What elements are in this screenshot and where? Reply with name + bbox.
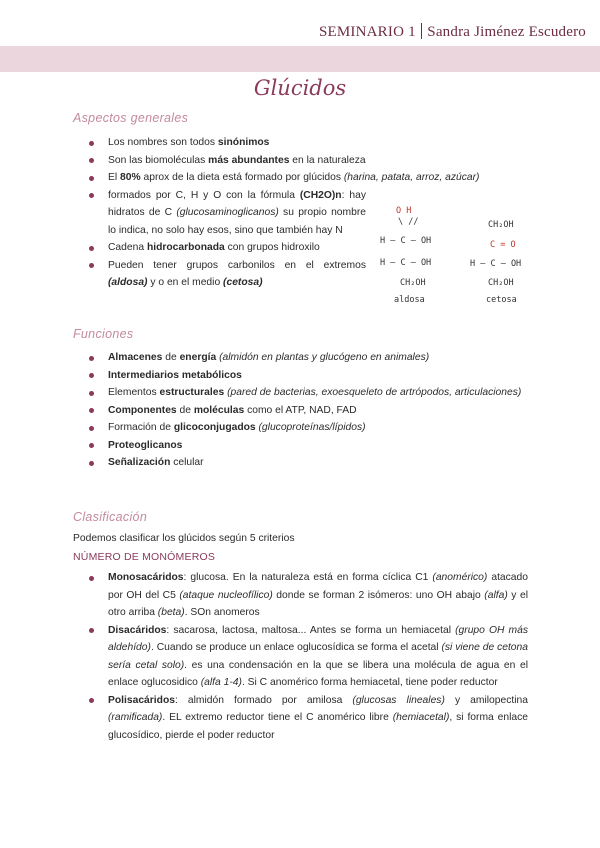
- subhead-numero-monomeros: NÚMERO DE MONÓMEROS: [73, 551, 216, 563]
- cetosa-row2: H — C — OH: [470, 259, 522, 269]
- cetosa-top: CH₂OH: [488, 220, 514, 230]
- list-item: Componentes de moléculas como el ATP, NAD, FAD: [88, 402, 528, 420]
- header-label: SEMINARIO 1: [318, 24, 416, 40]
- page-header: [0, 0, 600, 48]
- aldosa-top: O H: [396, 206, 412, 216]
- list-item: Señalización celular: [88, 454, 528, 472]
- list-item: Intermediarios metabólicos: [88, 367, 528, 385]
- list-item: Elementos estructurales (pared de bacterias, exoesqueleto de artrópodos, articulaciones): [88, 384, 528, 402]
- list-item: Son las biomoléculas más abundantes en la naturaleza: [88, 152, 366, 170]
- list-item: Los nombres son todos sinónimos: [88, 134, 366, 152]
- list-item: Almacenes de energía (almidón en plantas y glucógeno en animales): [88, 349, 528, 367]
- header-author: Sandra Jiménez Escudero: [427, 24, 586, 40]
- section-clasificacion: Clasificación: [73, 510, 148, 524]
- list-item: formados por C, H y O con la fórmula (CH2O)n: hay hidratos de C (glucosaminoglicanos) su propio nombre lo indica, no solo hay esos, sino que también hay N: [88, 187, 366, 240]
- cetosa-row1: C = O: [490, 240, 516, 250]
- aldosa-bottom: CH₂OH: [400, 278, 426, 288]
- list-item: Polisacáridos: almidón formado por amilosa (glucosas lineales) y amilopectina (ramificada). EL extremo reductor tiene el C anomérico libre (hemiacetal), si forma enlace glucosídico, pierde el poder reductor: [88, 692, 528, 745]
- section-aspectos-generales: Aspectos generales: [73, 111, 189, 125]
- aldosa-label: aldosa: [394, 295, 425, 305]
- cetosa-bottom: CH₂OH: [488, 278, 514, 288]
- list-item: Cadena hidrocarbonada con grupos hidroxilo: [88, 239, 366, 257]
- aldosa-top-bond: \ //: [398, 217, 419, 227]
- page-title: Glúcidos: [253, 76, 347, 100]
- list-item: Monosacáridos: glucosa. En la naturaleza está en forma cíclica C1 (anomérico) atacado por OH del C5 (ataque nucleofílico) donde se forman 2 isómeros: uno OH abajo (alfa) y el otro arriba (beta). SOn anomeros: [88, 569, 528, 622]
- clasificacion-list: [88, 569, 528, 744]
- header-text: [319, 23, 586, 41]
- aldosa-row1: H — C — OH: [380, 236, 432, 246]
- aldosa-row2: H — C — OH: [380, 258, 432, 268]
- aldosa-cetosa-figure: [372, 202, 542, 312]
- cetosa-label: cetosa: [486, 295, 517, 305]
- list-item: El 80% aprox de la dieta está formado por glúcidos (harina, patata, arroz, azúcar): [88, 169, 528, 187]
- list-item: Proteoglicanos: [88, 437, 528, 455]
- header-band: [0, 46, 600, 72]
- clasificacion-intro: Podemos clasificar los glúcidos según 5 criterios: [73, 533, 295, 544]
- section-funciones: Funciones: [73, 327, 134, 341]
- funciones-list: [88, 349, 528, 472]
- list-item: Pueden tener grupos carbonilos en el extremos (aldosa) y o en el medio (cetosa): [88, 257, 366, 292]
- header-separator: [421, 23, 423, 39]
- list-item: Formación de glicoconjugados (glucoproteínas/lípidos): [88, 419, 528, 437]
- list-item: Disacáridos: sacarosa, lactosa, maltosa... Antes se forma un hemiacetal (grupo OH más aldehído). Cuando se produce un enlace oglucosídica se forma el acetal (si viene de cetona sería cetal solo). es una condensación en la que se libera una molécula de agua en el enlace oglucosidico (alfa 1-4). Si C anomérico forma hemiacetal, tiene poder reductor: [88, 622, 528, 692]
